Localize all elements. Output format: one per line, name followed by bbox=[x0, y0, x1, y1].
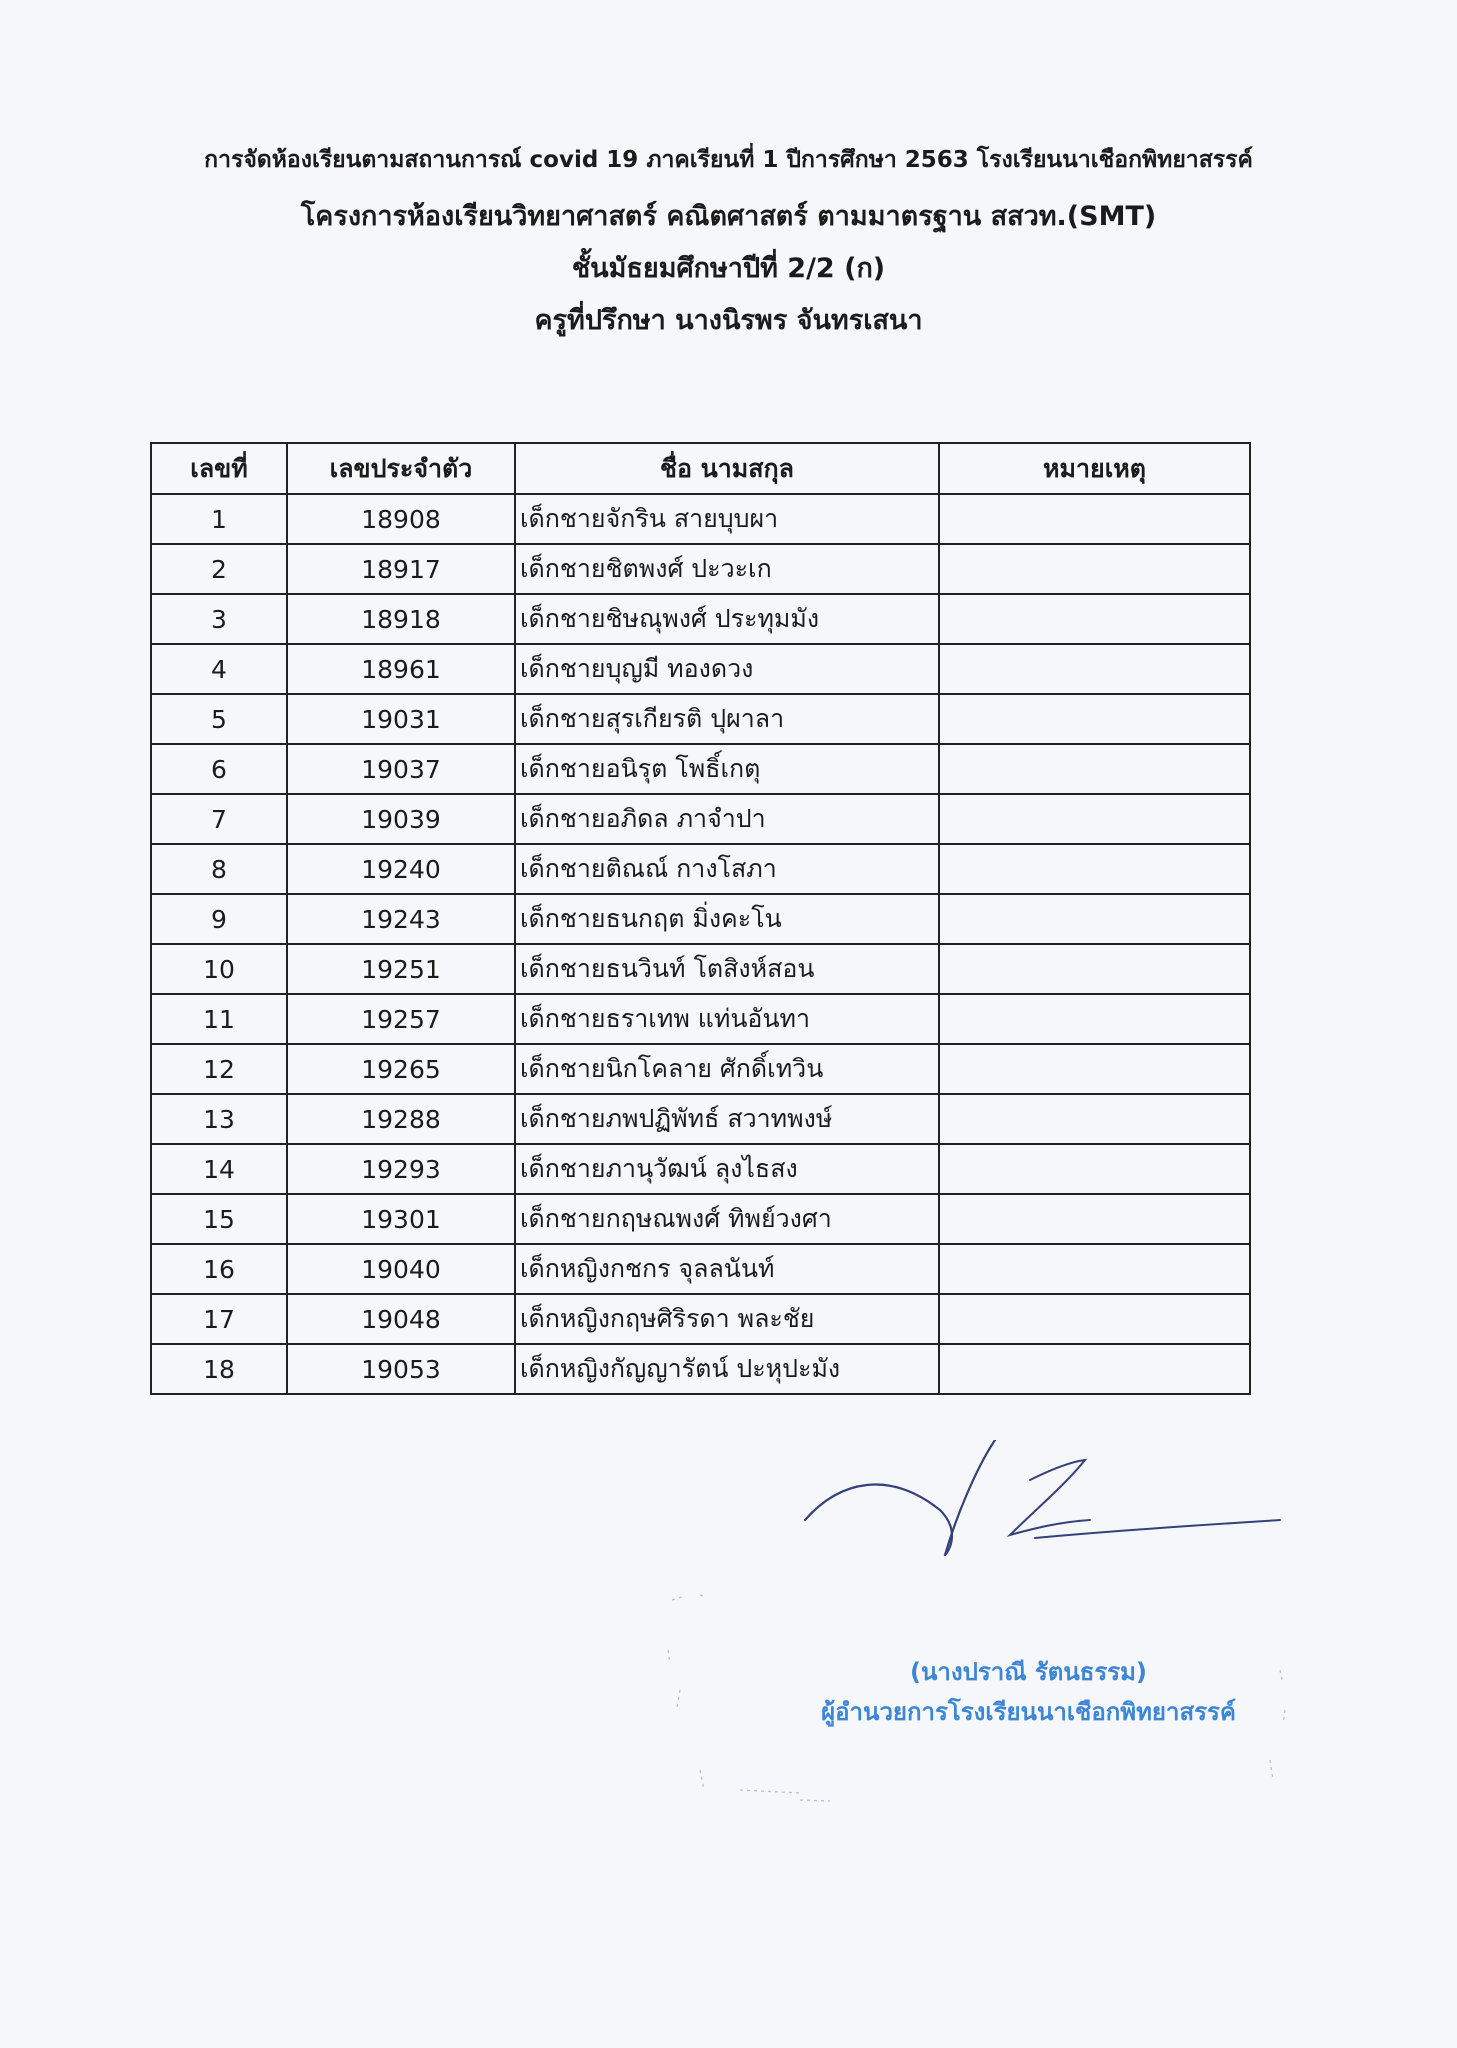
student-number-cell: 12 bbox=[151, 1044, 287, 1094]
table-row bbox=[151, 594, 1250, 644]
table-row bbox=[151, 1244, 1250, 1294]
student-id-cell: 19288 bbox=[287, 1094, 515, 1144]
remarks-cell bbox=[939, 1344, 1250, 1394]
remarks-cell bbox=[939, 744, 1250, 794]
student-name-cell: เด็กชายชิษณุพงศ์ ประทุมมัง bbox=[515, 594, 939, 644]
table-row bbox=[151, 994, 1250, 1044]
student-name-cell: เด็กหญิงกฤษศิริรดา พละชัย bbox=[515, 1294, 939, 1344]
remarks-cell bbox=[939, 494, 1250, 544]
student-roster-table bbox=[150, 442, 1251, 1395]
student-number-cell: 7 bbox=[151, 794, 287, 844]
remarks-cell bbox=[939, 544, 1250, 594]
column-header-full-name: ชื่อ นามสกุล bbox=[515, 443, 939, 494]
student-id-cell: 19265 bbox=[287, 1044, 515, 1094]
table-row bbox=[151, 1194, 1250, 1244]
student-name-cell: เด็กชายสุรเกียรติ ปุผาลา bbox=[515, 694, 939, 744]
student-id-cell: 19251 bbox=[287, 944, 515, 994]
remarks-cell bbox=[939, 894, 1250, 944]
remarks-cell bbox=[939, 1194, 1250, 1244]
class-level: ชั้นมัธยมศึกษาปีที่ 2/2 (ก) bbox=[571, 253, 886, 284]
student-id-cell: 19040 bbox=[287, 1244, 515, 1294]
student-id-cell: 18961 bbox=[287, 644, 515, 694]
student-name-cell: เด็กชายนิกโคลาย ศักดิ์เทวิน bbox=[515, 1044, 939, 1094]
table-body bbox=[151, 494, 1250, 1394]
student-id-cell: 19240 bbox=[287, 844, 515, 894]
student-id-cell: 19031 bbox=[287, 694, 515, 744]
student-number-cell: 18 bbox=[151, 1344, 287, 1394]
table-row bbox=[151, 1144, 1250, 1194]
student-id-cell: 19301 bbox=[287, 1194, 515, 1244]
table-row bbox=[151, 1044, 1250, 1094]
student-name-cell: เด็กชายธนกฤต มิ่งคะโน bbox=[515, 894, 939, 944]
table-row bbox=[151, 694, 1250, 744]
student-id-cell: 19293 bbox=[287, 1144, 515, 1194]
project-title: โครงการห้องเรียนวิทยาศาสตร์ คณิตศาสตร์ ตามมาตรฐาน สสวท.(SMT) bbox=[300, 201, 1157, 232]
student-number-cell: 13 bbox=[151, 1094, 287, 1144]
remarks-cell bbox=[939, 694, 1250, 744]
student-id-cell: 18917 bbox=[287, 544, 515, 594]
remarks-cell bbox=[939, 1244, 1250, 1294]
director-title: ผู้อำนวยการโรงเรียนนาเชือกพิทยาสรรค์ bbox=[821, 1698, 1236, 1726]
table-row bbox=[151, 894, 1250, 944]
student-name-cell: เด็กชายธนวินท์ โตสิงห์สอน bbox=[515, 944, 939, 994]
student-name-cell: เด็กชายชิตพงศ์ ปะวะเก bbox=[515, 544, 939, 594]
student-name-cell: เด็กหญิงกชกร จุลลนันท์ bbox=[515, 1244, 939, 1294]
student-number-cell: 6 bbox=[151, 744, 287, 794]
column-header-student-id: เลขประจำตัว bbox=[287, 443, 515, 494]
student-number-cell: 17 bbox=[151, 1294, 287, 1344]
remarks-cell bbox=[939, 1144, 1250, 1194]
table-row bbox=[151, 1294, 1250, 1344]
advisor-teacher: ครูที่ปรึกษา นางนิรพร จันทรเสนา bbox=[534, 305, 923, 336]
student-number-cell: 16 bbox=[151, 1244, 287, 1294]
student-id-cell: 18918 bbox=[287, 594, 515, 644]
table-row bbox=[151, 544, 1250, 594]
student-name-cell: เด็กชายกฤษณพงศ์ ทิพย์วงศา bbox=[515, 1194, 939, 1244]
director-name: (นางปราณี รัตนธรรม) bbox=[910, 1658, 1147, 1686]
student-number-cell: 10 bbox=[151, 944, 287, 994]
remarks-cell bbox=[939, 794, 1250, 844]
remarks-cell bbox=[939, 1294, 1250, 1344]
student-name-cell: เด็กชายภานุวัฒน์ ลุงไธสง bbox=[515, 1144, 939, 1194]
student-number-cell: 2 bbox=[151, 544, 287, 594]
remarks-cell bbox=[939, 994, 1250, 1044]
student-id-cell: 18908 bbox=[287, 494, 515, 544]
student-number-cell: 4 bbox=[151, 644, 287, 694]
table-row bbox=[151, 794, 1250, 844]
remarks-cell bbox=[939, 844, 1250, 894]
student-number-cell: 9 bbox=[151, 894, 287, 944]
student-name-cell: เด็กชายจักริน สายบุบผา bbox=[515, 494, 939, 544]
student-number-cell: 8 bbox=[151, 844, 287, 894]
student-name-cell: เด็กหญิงกัญญารัตน์ ปะหุปะมัง bbox=[515, 1344, 939, 1394]
student-number-cell: 11 bbox=[151, 994, 287, 1044]
student-number-cell: 15 bbox=[151, 1194, 287, 1244]
student-id-cell: 19039 bbox=[287, 794, 515, 844]
signature-image bbox=[800, 1440, 1290, 1590]
remarks-cell bbox=[939, 644, 1250, 694]
remarks-cell bbox=[939, 944, 1250, 994]
table-row bbox=[151, 744, 1250, 794]
table-row bbox=[151, 1094, 1250, 1144]
student-name-cell: เด็กชายติณณ์ กางโสภา bbox=[515, 844, 939, 894]
table-header-row bbox=[151, 443, 1250, 494]
table-row bbox=[151, 494, 1250, 544]
student-name-cell: เด็กชายภพปฏิพัทธ์ สวาทพงษ์ bbox=[515, 1094, 939, 1144]
student-number-cell: 1 bbox=[151, 494, 287, 544]
table-row bbox=[151, 1344, 1250, 1394]
student-number-cell: 5 bbox=[151, 694, 287, 744]
remarks-cell bbox=[939, 1094, 1250, 1144]
student-name-cell: เด็กชายอภิดล ภาจำปา bbox=[515, 794, 939, 844]
table-row bbox=[151, 944, 1250, 994]
student-number-cell: 14 bbox=[151, 1144, 287, 1194]
student-name-cell: เด็กชายอนิรุต โพธิ์เกตุ bbox=[515, 744, 939, 794]
student-name-cell: เด็กชายธราเทพ แท่นอันทา bbox=[515, 994, 939, 1044]
student-name-cell: เด็กชายบุญมี ทองดวง bbox=[515, 644, 939, 694]
student-id-cell: 19048 bbox=[287, 1294, 515, 1344]
student-number-cell: 3 bbox=[151, 594, 287, 644]
table-row bbox=[151, 644, 1250, 694]
student-id-cell: 19037 bbox=[287, 744, 515, 794]
table-row bbox=[151, 844, 1250, 894]
remarks-cell bbox=[939, 1044, 1250, 1094]
student-id-cell: 19053 bbox=[287, 1344, 515, 1394]
column-header-remarks: หมายเหตุ bbox=[939, 443, 1250, 494]
student-id-cell: 19257 bbox=[287, 994, 515, 1044]
student-id-cell: 19243 bbox=[287, 894, 515, 944]
remarks-cell bbox=[939, 594, 1250, 644]
column-header-number: เลขที่ bbox=[151, 443, 287, 494]
document-title: การจัดห้องเรียนตามสถานการณ์ covid 19 ภาคเรียนที่ 1 ปีการศึกษา 2563 โรงเรียนนาเชือกพิทยาสรรค์ bbox=[204, 147, 1253, 173]
